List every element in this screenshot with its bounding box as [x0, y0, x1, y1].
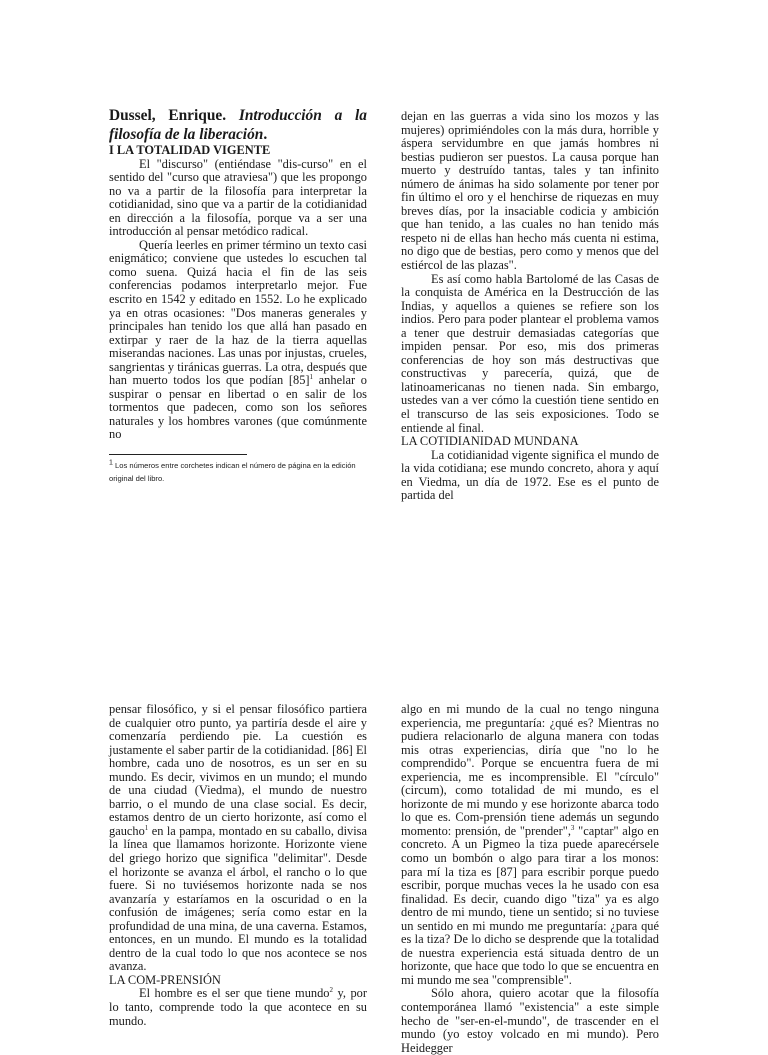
paragraph-text: en la pampa, montado en su caballo, divisa la línea que llamamos horizonte. Horizonte viene del griego horizo que significa "delimitar". Desde el horizonte se avanza el árbol, el rancho o lo que fuere. Si no tuviésemos horizonte nada se nos avanzaría y estaríamos en la oscuridad o en la confusión de imágenes; sería como estar en la profundidad de una mina, de una caverna. Estamos, entonces, en un mundo. El mundo es la totalidad dentro de la cual todo lo que nos acontece se nos avanza.	[109, 823, 367, 974]
document-title	[109, 106, 367, 144]
paragraph	[109, 987, 367, 1028]
paragraph: El "discurso" (entiéndase "dis-curso" en el sentido del "curso que atraviesa") que les propongo no va a partir de la filosofía para interpretar la cotidianidad, sino que va a partir de la cotidianidad en dirección a la filosofía, porque va a ser una introducción al pensar metódico radical.	[109, 156, 367, 239]
paragraph-text: anhelar o suspirar o pensar en libertad o en salir de los tormentos que padecen, como son los señores naturales y los hombres varones (que comúnmente no	[109, 373, 367, 442]
footnote-ref: 2	[329, 986, 333, 995]
paragraph	[109, 239, 367, 442]
paragraph: Sólo ahora, quiero acotar que la filosofía contemporánea llamó "existencia" a este simple hecho de "ser-en-el-mundo", de trascender en el mundo (yo estoy volcado en mi mundo). Pero Heidegger	[401, 986, 659, 1055]
paragraph-text: algo en mi mundo de la cual no tengo ninguna experiencia, me preguntaría: ¿qué es? Mientras no pudiera relacionarlo de alguna manera con todas mis otras experiencias, diría que "no lo he comprendido". Porque se encuentra fuera de mi experiencia, me es incomprensible. El "círculo" (circum), como totalidad de mi mundo, es el horizonte de mi mundo y ese horizonte abarca todo lo que es. Com-prensión tiene además un segundo momento: prensión, de "prender",	[401, 702, 659, 838]
footnote-ref: 1	[309, 373, 314, 382]
page1-left-column	[109, 106, 367, 442]
page2-right-column	[401, 703, 659, 1055]
footnote-ref: 1	[144, 823, 149, 832]
title-work: Introducción a la filosofía de la liberación	[109, 107, 367, 143]
paragraph-text: El hombre es el ser que tiene mundo	[139, 986, 330, 1001]
paragraph	[109, 703, 367, 974]
page-gap	[0, 668, 768, 690]
page1-right-column	[401, 110, 659, 503]
page2-left-column	[109, 703, 367, 1028]
paragraph	[401, 703, 659, 987]
paragraph: Es así como habla Bartolomé de las Casas de la conquista de América en la Destrucción de las Indias, y aquellos a quienes se refiere son los indios. Pero para poder plantear el problema vamos a tener que destruir demasiadas categorías que impiden pensar. Por eso, mis dos primeras conferencias de hoy son más destructivas que constructivas y parecería, quizá, que de latinoamericanas no tienen nada. Sin embargo, ustedes van a ver cómo la cuestión tiene sentido en el transcurso de las seis exposiciones. Todo se entiende al final.	[401, 271, 659, 435]
paragraph-text: y, por lo tanto, comprende todo la que acontece en su mundo.	[109, 986, 367, 1028]
title-author: Dussel, Enrique.	[109, 107, 227, 124]
footnote	[109, 459, 367, 485]
footnote-text: Los números entre corchetes indican el número de página en la edición original del libro.	[109, 461, 356, 483]
section-heading-cotidianidad: LA COTIDIANIDAD MUNDANA	[401, 434, 579, 449]
section-heading-totalidad: I LA TOTALIDAD VIGENTE	[109, 143, 271, 157]
footnote-ref: 3	[570, 823, 575, 832]
footnote-number: 1	[109, 459, 113, 467]
paragraph-text: pensar filosófico, y si el pensar filosófico partiera de cualquier otro punto, ya partiría desde el aire y comenzaría perdiendo pie. La cuestión es justamente el saber partir de la cotidianidad. [86] El hombre, cada uno de nosotros, es un ser en su mundo. Es decir, vivimos en un mundo; el mundo de una ciudad (Viedma), el mundo de nuestro barrio, o el mundo de una clase social. Es decir, estamos dentro de un cierto horizonte, así como el gaucho	[109, 702, 367, 838]
paragraph: La cotidianidad vigente significa el mundo de la vida cotidiana; ese mundo concreto, ahora y aquí en Viedma, un día de 1972. Ese es el punto de partida del	[401, 447, 659, 503]
paragraph: dejan en las guerras a vida sino los mozos y las mujeres) oprimiéndoles con la más dura, horrible y áspera servidumbre en que jamás hombres ni bestias pudieron ser puestos. La causa porque han muerto y destruído tantas, tales y tan infinito número de ánimas ha sido solamente por tener por fin último el oro y el henchirse de riquezas en muy breves días, por la insaciable codicia y ambición que han tenido, a las cuales no han tenido más respeto ni de ellas han hecho más cuenta ni estima, no digo que de bestias, pero como y menos que del estiércol de las plazas".	[401, 109, 659, 273]
title-period: .	[263, 126, 268, 143]
footnote-divider	[109, 454, 247, 455]
section-heading-comprension: LA COM-PRENSIÓN	[109, 972, 221, 987]
paragraph-text: Quería leerles en primer término un texto casi enigmático; conviene que ustedes lo escuchen tal como suena. Quizá hacia el fin de las seis conferencias podamos interpretarlo mejor. Fue escrito en 1542 y editado en 1552. Lo he explicado ya en otras ocasiones: "Dos maneras generales y principales han tenido los que allá han pasado en extirpar y raer de la haz de la tierra aquellas miserandas naciones. Las unas por injustas, crueles, sangrientas y tiránicas guerras. La otra, después que han muerto todos los que podían [85]	[109, 237, 367, 388]
paragraph-text: "captar" algo en concreto. A un Pigmeo la tiza puede aparecérsele como un bombón o algo para tirar a los monos: para mí la tiza es [87] para escribir porque puedo escribir, porque muchas veces la he usado con esa finalidad. Es decir, cuando digo "tiza" ya es algo dentro de mi mundo, tiene un sentido; si no tuviese un sentido en mi mundo me preguntaría: ¿para qué es la tiza? De lo dicho se desprende que la totalidad de nuestra experiencia está situada dentro de un horizonte, que hace que todo lo que se encuentra en mi mundo me sea "comprensible".	[401, 823, 659, 987]
